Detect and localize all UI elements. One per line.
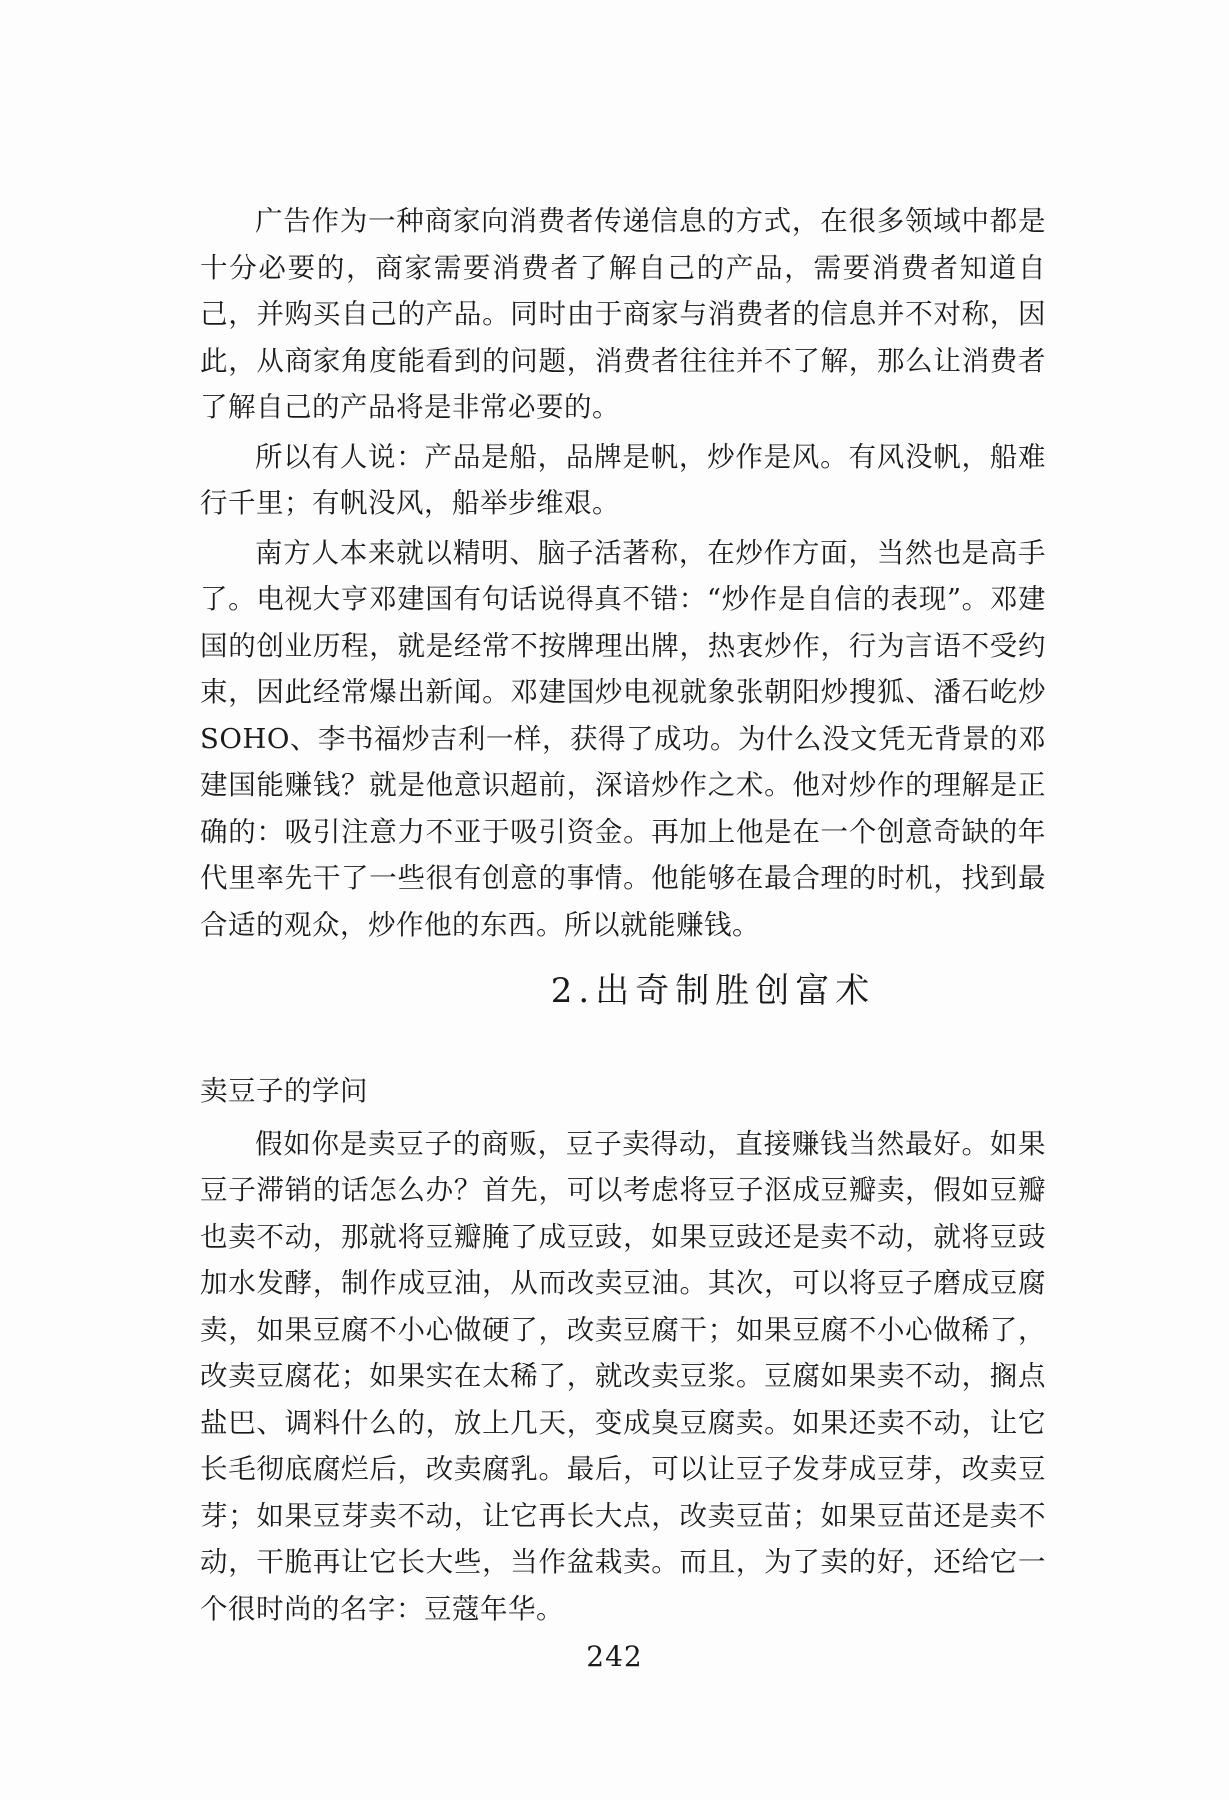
paragraph-selling-beans: 假如你是卖豆子的商贩，豆子卖得动，直接赚钱当然最好。如果豆子滞销的话怎么办？首先，可以考虑将豆子沤成豆瓣卖，假如豆瓣也卖不动，那就将豆瓣腌了成豆豉，如果豆豉还是卖不动，就将豆豉加水发酵，制作成豆油，从而改卖豆油。其次，可以将豆子磨成豆腐卖，如果豆腐不小心做硬了，改卖豆腐干；如果豆腐不小心做稀了，改卖豆腐花；如果实在太稀了，就改卖豆浆。豆腐如果卖不动，搁点盐巴、调料什么的，放上几天，变成臭豆腐卖。如果还卖不动，让它长毛彻底腐烂后，改卖腐乳。最后，可以让豆子发芽成豆芽，改卖豆芽；如果豆芽卖不动，让它再长大点，改卖豆苗；如果豆苗还是卖不动，干脆再让它长大些，当作盆栽卖。而且，为了卖的好，还给它一个很时尚的名字：豆蔻年华。 <box>200 1127 1046 1625</box>
bottom-text-block <box>200 1068 1046 1635</box>
paragraph-ship-sail-wind: 所以有人说：产品是船，品牌是帆，炒作是风。有风没帆，船难行千里；有帆没风，船举步维艰。 <box>200 440 1046 519</box>
page-number: 242 <box>586 1640 643 1673</box>
top-text-block <box>200 198 1046 951</box>
section-title: 2.出奇制胜创富术 <box>550 971 876 1011</box>
paragraph-advertising: 广告作为一种商家向消费者传递信息的方式，在很多领域中都是十分必要的，商家需要消费者了解自己的产品，需要消费者知道自己，并购买自己的产品。同时由于商家与消费者的信息并不对称，因此，从商家角度能看到的问题，消费者往往并不了解，那么让消费者了解自己的产品将是非常必要的。 <box>200 205 1046 423</box>
paragraph-deng-jianguo: 南方人本来就以精明、脑子活著称，在炒作方面，当然也是高手了。电视大亨邓建国有句话说得真不错：“炒作是自信的表现”。邓建国的创业历程，就是经常不按牌理出牌，热衷炒作，行为言语不受约束，因此经常爆出新闻。邓建国炒电视就象张朝阳炒搜狐、潘石屹炒 SOHO、李书福炒吉利一样，获得了成功。为什么没文凭无背景的邓建国能赚钱？就是他意识超前，深谙炒作之术。他对炒作的理解是正确的：吸引注意力不亚于吸引资金。再加上他是在一个创意奇缺的年代里率先干了一些很有创意的事情。他能够在最合理的时机，找到最合适的观众，炒作他的东西。所以就能赚钱。 <box>200 536 1046 941</box>
scan-artifact <box>470 0 850 40</box>
subheading: 卖豆子的学问 <box>200 1075 368 1107</box>
